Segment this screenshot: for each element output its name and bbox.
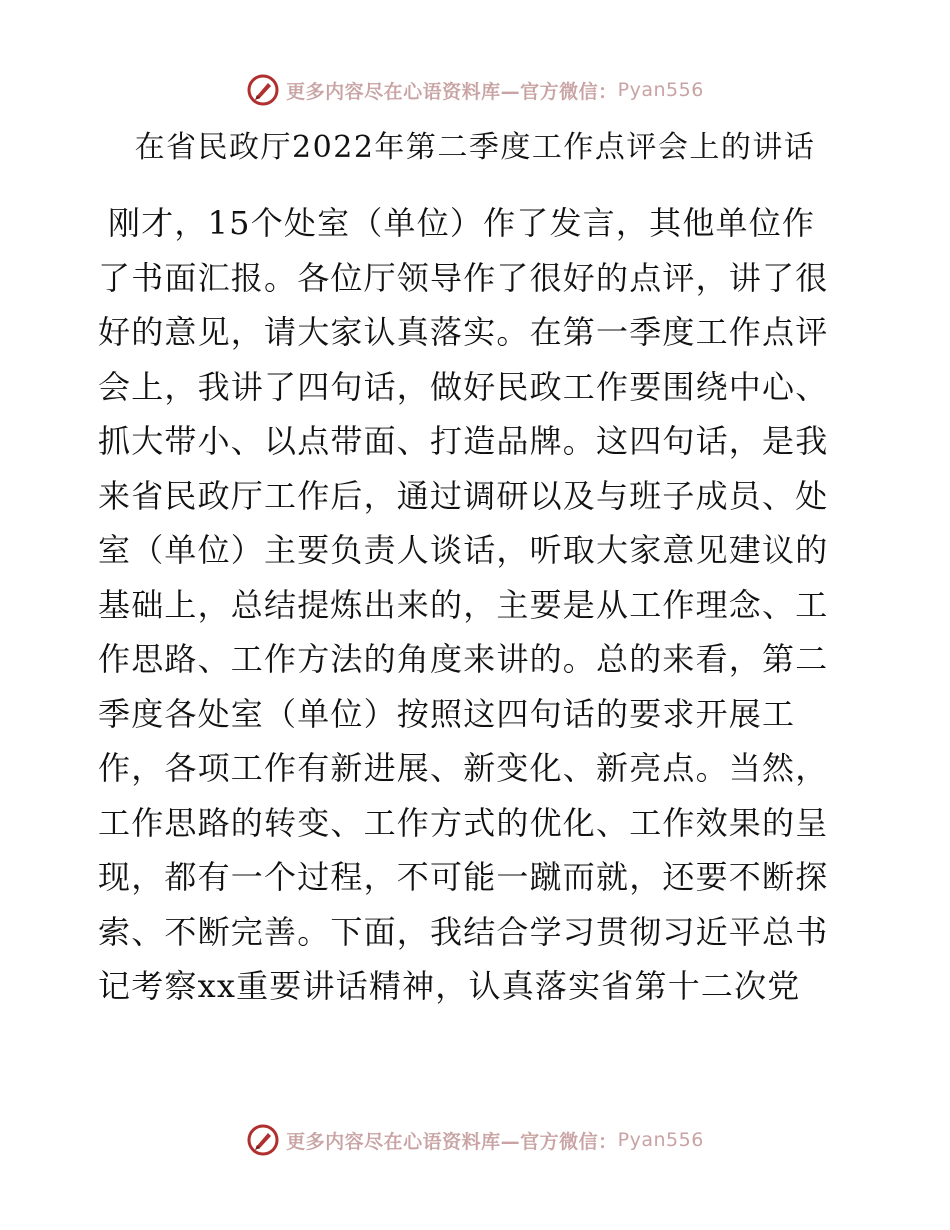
body-line: 抓大带小、以点带面、打造品牌。这四句话，是我: [98, 422, 829, 460]
body-line: 室（单位）主要负责人谈话，听取大家意见建议的: [98, 531, 829, 569]
body-line: 工作思路的转变、工作方式的优化、工作效果的呈: [98, 803, 829, 842]
body-line: 现，都有一个过程，不可能一蹴而就，还要不断探: [98, 858, 829, 896]
watermark-wechat-id: Pyan556: [617, 79, 704, 101]
body-line: 记考察xx重要讲话精神，认真落实省第十二次党: [98, 967, 801, 1005]
pen-logo-icon: [246, 73, 280, 107]
watermark-text: 更多内容尽在心语资料库—官方微信：: [286, 80, 618, 103]
body-line: 作，各项工作有新进展、新变化、新亮点。当然，: [98, 749, 829, 787]
watermark-footer: [0, 1120, 950, 1160]
body-line: 好的意见，请大家认真落实。在第一季度工作点评: [98, 313, 829, 351]
watermark-header: [0, 70, 950, 110]
body-line: 索、不断完善。下面，我结合学习贯彻习近平总书: [98, 912, 829, 951]
body-line: 会上，我讲了四句话，做好民政工作要围绕中心、: [98, 367, 829, 406]
watermark-text: 更多内容尽在心语资料库—官方微信：: [286, 1130, 618, 1153]
document-title: 在省民政厅2022年第二季度工作点评会上的讲话: [134, 130, 816, 165]
watermark-wechat-id: Pyan556: [617, 1129, 704, 1151]
body-line: 作思路、工作方法的角度来讲的。总的来看，第二: [98, 640, 829, 678]
body-line: 基础上，总结提炼出来的，主要是从工作理念、工: [98, 585, 829, 624]
body-line: 季度各处室（单位）按照这四句话的要求开展工: [98, 694, 796, 733]
body-line: 刚才，15个处室（单位）作了发言，其他单位作: [108, 204, 816, 242]
pen-logo-icon: [246, 1123, 280, 1157]
body-line: 了书面汇报。各位厅领导作了很好的点评，讲了很: [98, 258, 829, 297]
body-line: 来省民政厅工作后，通过调研以及与班子成员、处: [98, 476, 829, 515]
document-body: [98, 196, 850, 1014]
